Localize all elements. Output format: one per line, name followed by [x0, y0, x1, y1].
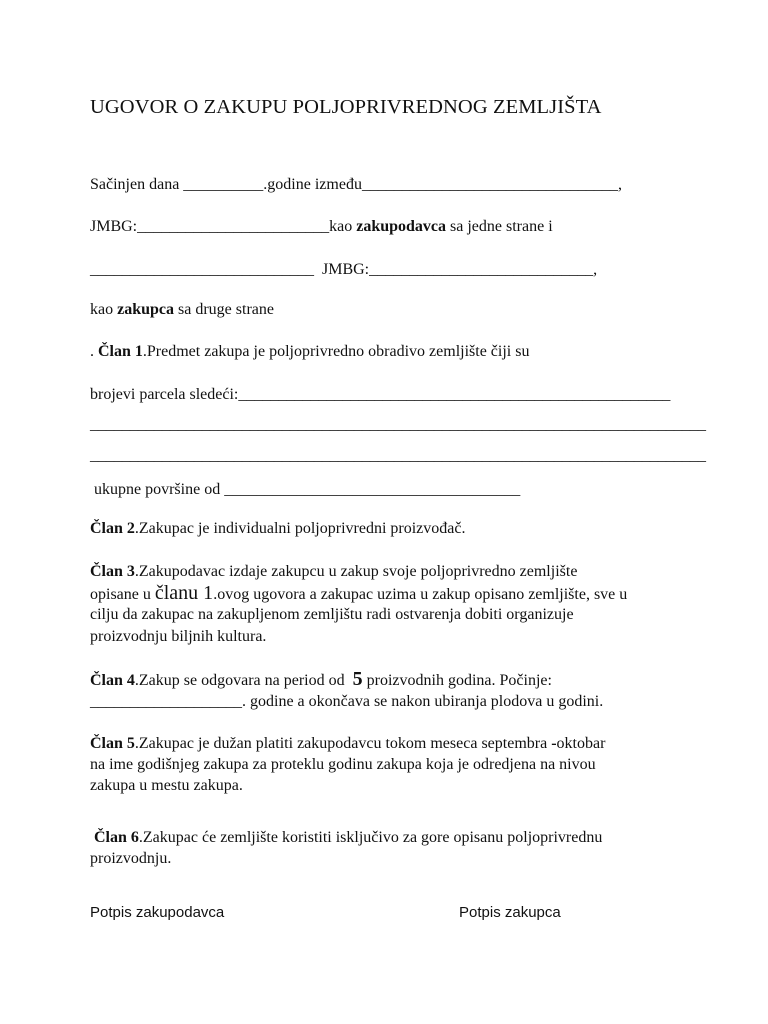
lessee-role: zakupca: [117, 301, 175, 318]
lessee-signature-label: Potpis zakupca: [459, 904, 561, 921]
lessee-pre: kao: [90, 301, 118, 318]
clan3-line1: [90, 561, 577, 582]
lessor-line: [90, 216, 553, 237]
comma: ,: [617, 176, 622, 193]
clan4-label: Član 4: [90, 672, 135, 689]
clan5-text: oktobar: [556, 735, 606, 752]
parcels-blank: ______________________________________________________: [238, 386, 671, 403]
clan3-text: opisane u: [90, 586, 155, 603]
clan5-dash: -: [551, 735, 557, 752]
lessee-post: sa druge strane: [174, 301, 274, 318]
clan2-label: Član 2: [90, 520, 135, 537]
clan2-line: [90, 518, 465, 539]
clan4-years: 5: [352, 668, 363, 690]
jmbg-blank: ____________________________: [369, 261, 594, 278]
clan1-text: .Predmet zakupa je poljoprivredno obradivo zemljište čiji su: [142, 343, 530, 360]
clan1-label: Član 1: [98, 343, 143, 360]
clan1-parcels-line: [90, 384, 670, 405]
area-blank: _____________________________________: [224, 481, 521, 498]
jmbg-label: JMBG:: [90, 218, 138, 235]
area-line: [90, 479, 520, 500]
clan3-line3: cilju da zakupac na zakupljenom zemljištu radi ostvarenja dobiti organizuje: [90, 606, 574, 623]
clan3-line4: proizvodnju biljnih kultura.: [90, 628, 267, 645]
name-blank: ____________________________: [90, 261, 314, 278]
jmbg-label: JMBG:: [314, 261, 370, 278]
clan4-line2: [90, 691, 603, 712]
clan5-line3: zakupa u mestu zakupa.: [90, 777, 243, 794]
clan5-label: Član 5: [90, 735, 135, 752]
clan1-line1: [90, 341, 529, 362]
clan6-line2: proizvodnju.: [90, 850, 172, 867]
parcels-blank-line-a: _____________________________________________________________________________: [90, 416, 706, 433]
jmbg-blank: ________________________: [137, 218, 330, 235]
clan6-label: Član 6: [94, 829, 139, 846]
lessor-role: zakupodavca: [356, 218, 447, 235]
lessee-id-line: [90, 259, 597, 280]
comma: ,: [593, 261, 598, 278]
parcels-text: brojevi parcela sledeći:: [90, 386, 239, 403]
area-text: ukupne površine od: [90, 481, 225, 498]
intro-between: .godine između: [263, 176, 362, 193]
clan4-text: proizvodnih godina. Počinje:: [362, 672, 552, 689]
intro-text: Sačinjen dana: [90, 176, 184, 193]
lessee-line: [90, 299, 274, 320]
lessor-pre: kao: [329, 218, 357, 235]
lessor-post: sa jedne strane i: [446, 218, 553, 235]
parcels-blank-line-b: _____________________________________________________________________________: [90, 447, 706, 464]
clan5-line1: [90, 733, 605, 754]
document-title: UGOVOR O ZAKUPU POLJOPRIVREDNOG ZEMLJIŠTA: [90, 96, 602, 118]
clan3-line2: [90, 583, 627, 605]
clan1-pre: .: [90, 343, 98, 360]
clan3-text: .Zakupodavac izdaje zakupcu u zakup svoje poljoprivredno zemljište: [134, 563, 578, 580]
date-blank: __________: [183, 176, 264, 193]
clan2-text: .Zakupac je individualni poljoprivredni proizvođač.: [134, 520, 466, 537]
intro-date-line: [90, 174, 622, 195]
clan3-text: .ovog ugovora a zakupac uzima u zakup opisano zemljište, sve u: [213, 586, 628, 603]
clan3-label: Član 3: [90, 563, 135, 580]
start-date-blank: ___________________: [90, 693, 242, 710]
clan6-text: .Zakupac će zemljište koristiti isključivo za gore opisanu poljoprivrednu: [138, 829, 603, 846]
clan4-text: .Zakup se odgovara na period od: [134, 672, 353, 689]
party-blank: ________________________________: [361, 176, 618, 193]
clan5-line2: na ime godišnjeg zakupa za proteklu godinu zakupa koja je odredjena na nivou: [90, 756, 596, 773]
clan4-line1: [90, 669, 552, 691]
clan3-reference: članu 1: [154, 582, 214, 604]
lessor-signature-label: Potpis zakupodavca: [90, 904, 225, 921]
clan6-line1: [90, 827, 602, 848]
clan5-text: .Zakupac je dužan platiti zakupodavcu tokom meseca septembra: [134, 735, 552, 752]
clan4-text: . godine a okončava se nakon ubiranja plodova u godini.: [242, 693, 604, 710]
